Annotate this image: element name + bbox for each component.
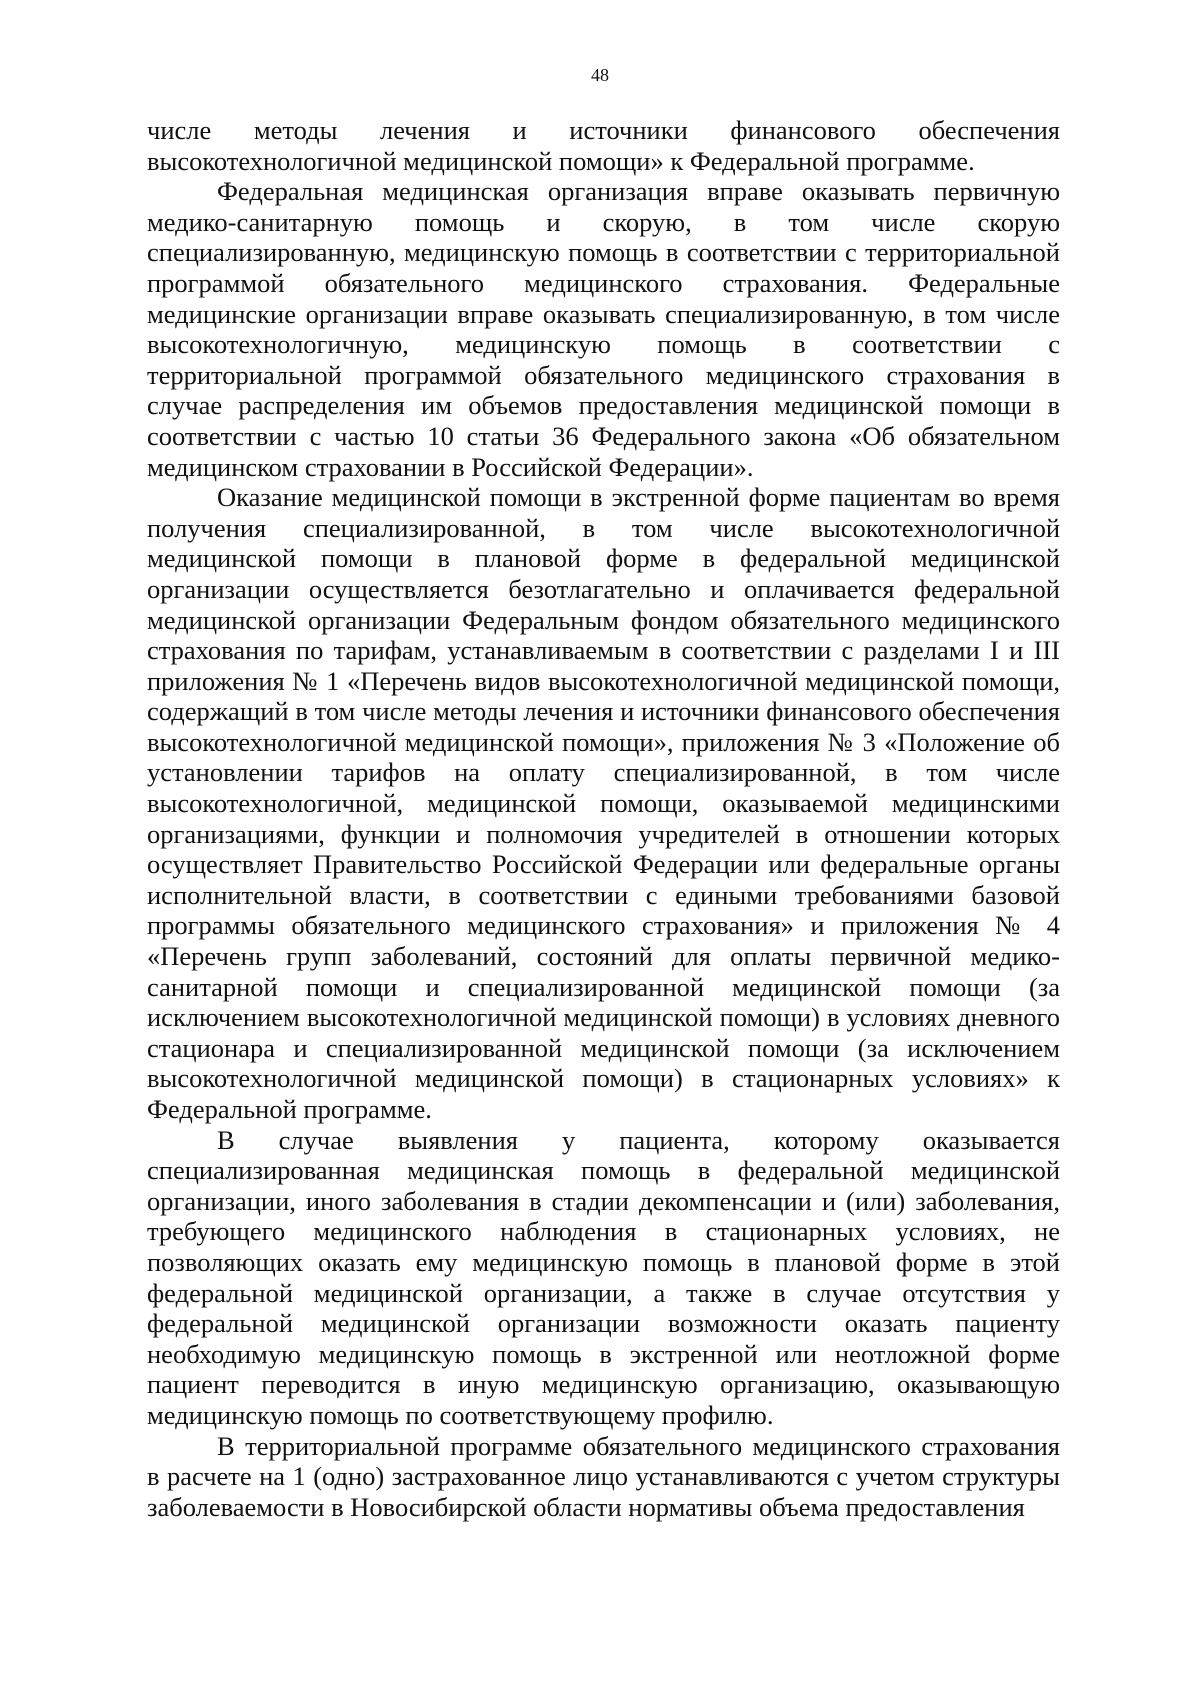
paragraph-federal-organization-rights: Федеральная медицинская организация вправе оказывать первичную медико-санитарную помощь и скорую, в том числе скорую специализированную, медицинскую помощь в соответствии с территориальной программой обязательного медицинского страхования. Федеральные медицинские организации вправе оказывать специализированную, в том числе высокотехнологичную, медицинскую помощь в соответствии с территориальной программой обязательного медицинского страхования в случае распределения им объемов предоставления медицинской помощи в соответствии с частью 10 статьи 36 Федерального закона «Об обязательном медицинском страховании в Российской Федерации». xyxy=(147,176,1060,482)
paragraph-emergency-care-payment: Оказание медицинской помощи в экстренной форме пациентам во время получения специализированной, в том числе высокотехнологичной медицинской помощи в плановой форме в федеральной медицинской организации осуществляется безотлагательно и оплачивается федеральной медицинской организации Федеральным фондом обязательного медицинского страхования по тарифам, устанавливаемым в соответствии с разделами I и III приложения № 1 «Перечень видов высокотехнологичной медицинской помощи, содержащий в том числе методы лечения и источники финансового обеспечения высокотехнологичной медицинской помощи», приложения № 3 «Положение об установлении тарифов на оплату специализированной, в том числе высокотехнологичной, медицинской помощи, оказываемой медицинскими организациями, функции и полномочия учредителей в отношении которых осуществляет Правительство Российской Федерации или федеральные органы исполнительной власти, в соответствии с едиными требованиями базовой программы обязательного медицинского страхования» и приложения № 4 «Перечень групп заболеваний, состояний для оплаты первичной медико-санитарной помощи и специализированной медицинской помощи (за исключением высокотехнологичной медицинской помощи) в условиях дневного стационара и специализированной медицинской помощи (за исключением высокотехнологичной медицинской помощи) в стационарных условиях» к Федеральной программе. xyxy=(147,482,1060,1124)
document-body xyxy=(147,115,1060,1522)
paragraph-patient-transfer: В случае выявления у пациента, которому оказывается специализированная медицинская помощь в федеральной медицинской организации, иного заболевания в стадии декомпенсации и (или) заболевания, требующего медицинского наблюдения в стационарных условиях, не позволяющих оказать ему медицинскую помощь в плановой форме в этой федеральной медицинской организации, а также в случае отсутствия у федеральной медицинской организации возможности оказать пациенту необходимую медицинскую помощь в экстренной или неотложной форме пациент переводится в иную медицинскую организацию, оказывающую медицинскую помощь по соответствующему профилю. xyxy=(147,1124,1060,1430)
paragraph-continuation: числе методы лечения и источники финансового обеспечения высокотехнологичной медицинской помощи» к Федеральной программе. xyxy=(147,115,1060,176)
page-number: 48 xyxy=(591,65,609,85)
paragraph-territorial-program: В территориальной программе обязательного медицинского страхования в расчете на 1 (одно) застрахованное лицо устанавливаются с учетом структуры заболеваемости в Новосибирской области нормативы объема предоставления xyxy=(147,1430,1060,1522)
